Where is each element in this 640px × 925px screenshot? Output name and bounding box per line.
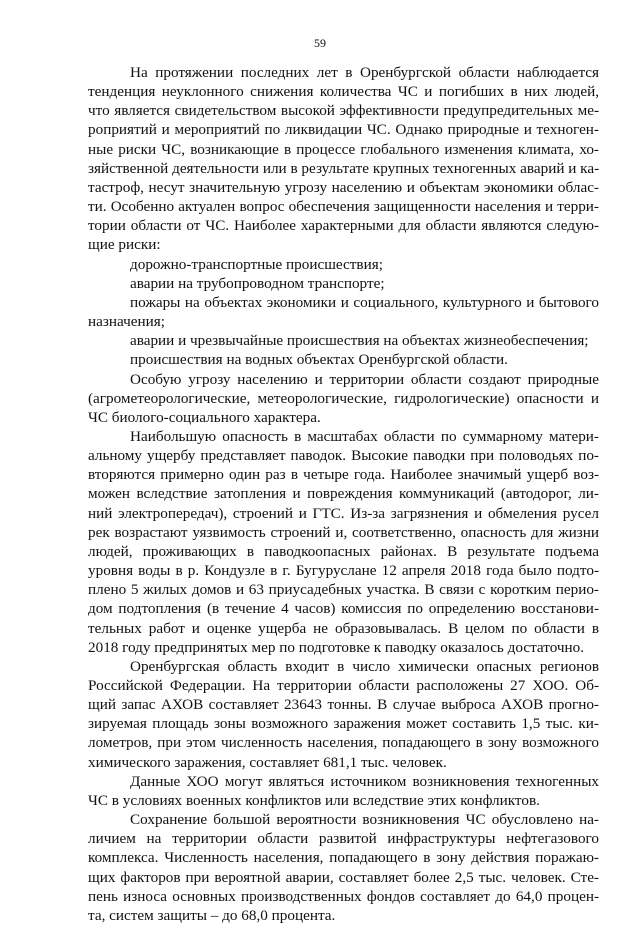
- text-line: ти. Особенно актуален вопрос обеспечения защищенности населения и терри-: [88, 198, 599, 216]
- text-line: ные риски ЧС, возникающие в процессе глобального изменения климата, хо-: [88, 140, 599, 158]
- text-line: пожары на объектах экономики и социального, культурного и бытового: [130, 293, 599, 311]
- text-line: комплекса. Численность населения, попадающего в зону действия поражаю-: [88, 849, 599, 867]
- text-line: дорожно-транспортные происшествия;: [130, 255, 383, 273]
- text-line: что является свидетельством высокой эффективности предупредительных ме-: [88, 102, 599, 120]
- risk-list-item: [88, 255, 599, 274]
- paragraph: [88, 657, 599, 772]
- risk-list-item: [88, 350, 599, 369]
- text-line: назначения;: [88, 313, 165, 331]
- text-line: людей, проживающих в паводкоопасных районах. В результате подъема: [88, 542, 599, 560]
- text-line: альному ущербу представляет паводок. Высокие паводки при половодьях по-: [88, 447, 599, 465]
- text-line: та, систем защиты – до 68,0 процента.: [88, 906, 336, 924]
- text-line: химического заражения, составляет 681,1 тыс. человек.: [88, 753, 447, 771]
- risk-list-item: [88, 274, 599, 293]
- text-line: можен вследствие затопления и повреждения коммуникаций (автодорог, ли-: [88, 485, 599, 503]
- paragraph: [88, 370, 599, 427]
- paragraph: [88, 63, 599, 255]
- text-line: дом подтопления (в течение 4 часов) комиссия по определению восстанови-: [88, 600, 599, 618]
- text-line: щий запас АХОВ составляет 23643 тонны. В случае выброса АХОВ прогно-: [88, 696, 599, 714]
- text-line: вторяются примерно один раз в четыре года. Наиболее значимый ущерб воз-: [88, 466, 599, 484]
- text-line: личием на территории области развитой инфраструктуры нефтегазового: [88, 830, 599, 848]
- text-line: ЧС в условиях военных конфликтов или вследствие этих конфликтов.: [88, 791, 540, 809]
- text-line: Особую угрозу населению и территории области создают природные: [130, 370, 599, 388]
- text-line: щие риски:: [88, 236, 161, 254]
- document-body: [88, 63, 599, 925]
- text-line: Данные ХОО могут являться источником возникновения техногенных: [130, 772, 599, 790]
- text-line: На протяжении последних лет в Оренбургской области наблюдается: [130, 64, 599, 81]
- risk-list-item: [88, 293, 599, 331]
- paragraph: [88, 427, 599, 657]
- text-line: роприятий и мероприятий по ликвидации ЧС. Однако природные и техноген-: [88, 121, 599, 139]
- paragraph: [88, 810, 599, 925]
- text-line: тории области от ЧС. Наиболее характерными для области являются следую-: [88, 217, 599, 235]
- paragraph: [88, 772, 599, 810]
- text-line: (агрометеорологические, метеорологические, гидрологические) опасности и: [88, 389, 599, 407]
- text-line: Сохранение большой вероятности возникновения ЧС обусловлено на-: [130, 811, 599, 829]
- text-line: ЧС биолого-социального характера.: [88, 408, 321, 426]
- text-line: рек возрастают уязвимость строений и, соответственно, опасность для жизни: [88, 523, 599, 541]
- text-line: лометров, при этом численность населения, попадающего в зону возможного: [88, 734, 599, 752]
- text-line: ний электропередач), строений и ГТС. Из-за загрязнения и обмеления русел: [88, 504, 599, 522]
- text-line: Оренбургская область входит в число химически опасных регионов: [130, 657, 599, 675]
- text-line: уровня воды в р. Кондузле в г. Бугуруслане 12 апреля 2018 года было подто-: [88, 562, 599, 580]
- text-line: Российской Федерации. На территории области расположены 27 ХОО. Об-: [88, 677, 599, 694]
- text-line: пень износа основных производственных фондов составляет до 64,0 процен-: [88, 887, 599, 905]
- text-line: Наибольшую опасность в масштабах области по суммарному матери-: [130, 427, 599, 445]
- risk-list-item: [88, 331, 599, 350]
- text-line: зируемая площадь зоны возможного заражения может составить 1,5 тыс. ки-: [88, 715, 599, 733]
- text-line: тастроф, несут значительную угрозу населению и объектам экономики облас-: [88, 178, 599, 196]
- text-line: тенденция неуклонного снижения количества ЧС и погибших в них людей,: [88, 83, 599, 101]
- text-line: тельных работ и оценке ущерба не образовывалась. В целом по области в: [88, 619, 599, 637]
- text-line: щих факторов при вероятной аварии, составляет более 2,5 тыс. человек. Сте-: [88, 868, 599, 886]
- text-line: происшествия на водных объектах Оренбургской области.: [130, 351, 508, 369]
- text-line: зяйственной деятельности или в результате крупных техногенных аварий и ка-: [88, 159, 600, 177]
- page-number: 59: [314, 36, 326, 50]
- text-line: аварии на трубопроводном транспорте;: [130, 274, 385, 292]
- text-line: плено 5 жилых домов и 63 приусадебных участка. В связи с коротким перио-: [88, 581, 599, 599]
- text-line: 2018 году предпринятых мер по подготовке к паводку оказалось достаточно.: [88, 638, 585, 656]
- text-line: аварии и чрезвычайные происшествия на объектах жизнеобеспечения;: [130, 332, 589, 350]
